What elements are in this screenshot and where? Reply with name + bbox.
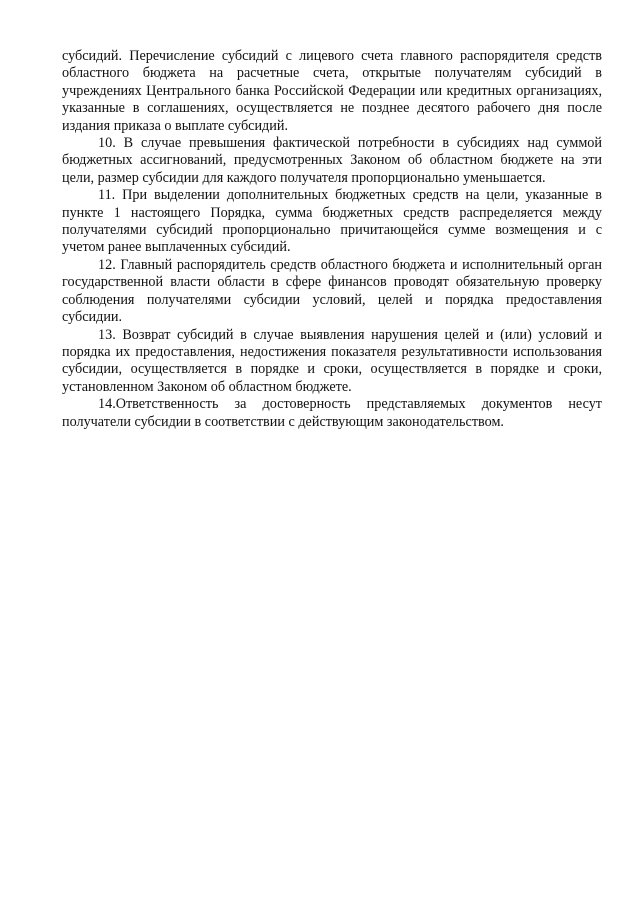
- paragraph-item-12: 12. Главный распорядитель средств областного бюджета и исполнительный орган государственной власти области в сфере финансов проводят обязательную проверку соблюдения получателями субсидии условий, целей и порядка предоставления субсидии.: [62, 256, 602, 326]
- paragraph-continuation: субсидий. Перечисление субсидий с лицевого счета главного распорядителя средств областного бюджета на расчетные счета, открытые получателям субсидий в учреждениях Центрального банка Российской Федерации или кредитных организациях, указанные в соглашениях, осуществляется не позднее десятого рабочего дня после издания приказа о выплате субсидий.: [62, 48, 602, 134]
- paragraph-item-13: 13. Возврат субсидий в случае выявления нарушения целей и (или) условий и порядка их предоставления, недостижения показателя результативности использования субсидии, осуществляется в порядке и сроки, осуществляется в порядке и сроки, установленном Законом об областном бюджете.: [62, 326, 602, 395]
- paragraph-item-14: 14.Ответственность за достоверность представляемых документов несут получатели субсидии в соответствии с действующим законодательством.: [62, 396, 602, 430]
- document-body: [62, 48, 602, 431]
- paragraph-item-10: 10. В случае превышения фактической потребности в субсидиях над суммой бюджетных ассигнований, предусмотренных Законом об областном бюджете на эти цели, размер субсидии для каждого получателя пропорционально уменьшается.: [62, 135, 602, 186]
- paragraph-item-11: 11. При выделении дополнительных бюджетных средств на цели, указанные в пункте 1 настоящего Порядка, сумма бюджетных средств распределяется между получателями субсидий пропорционально причитающейся сумме возмещения и с учетом ранее выплаченных субсидий.: [62, 187, 602, 256]
